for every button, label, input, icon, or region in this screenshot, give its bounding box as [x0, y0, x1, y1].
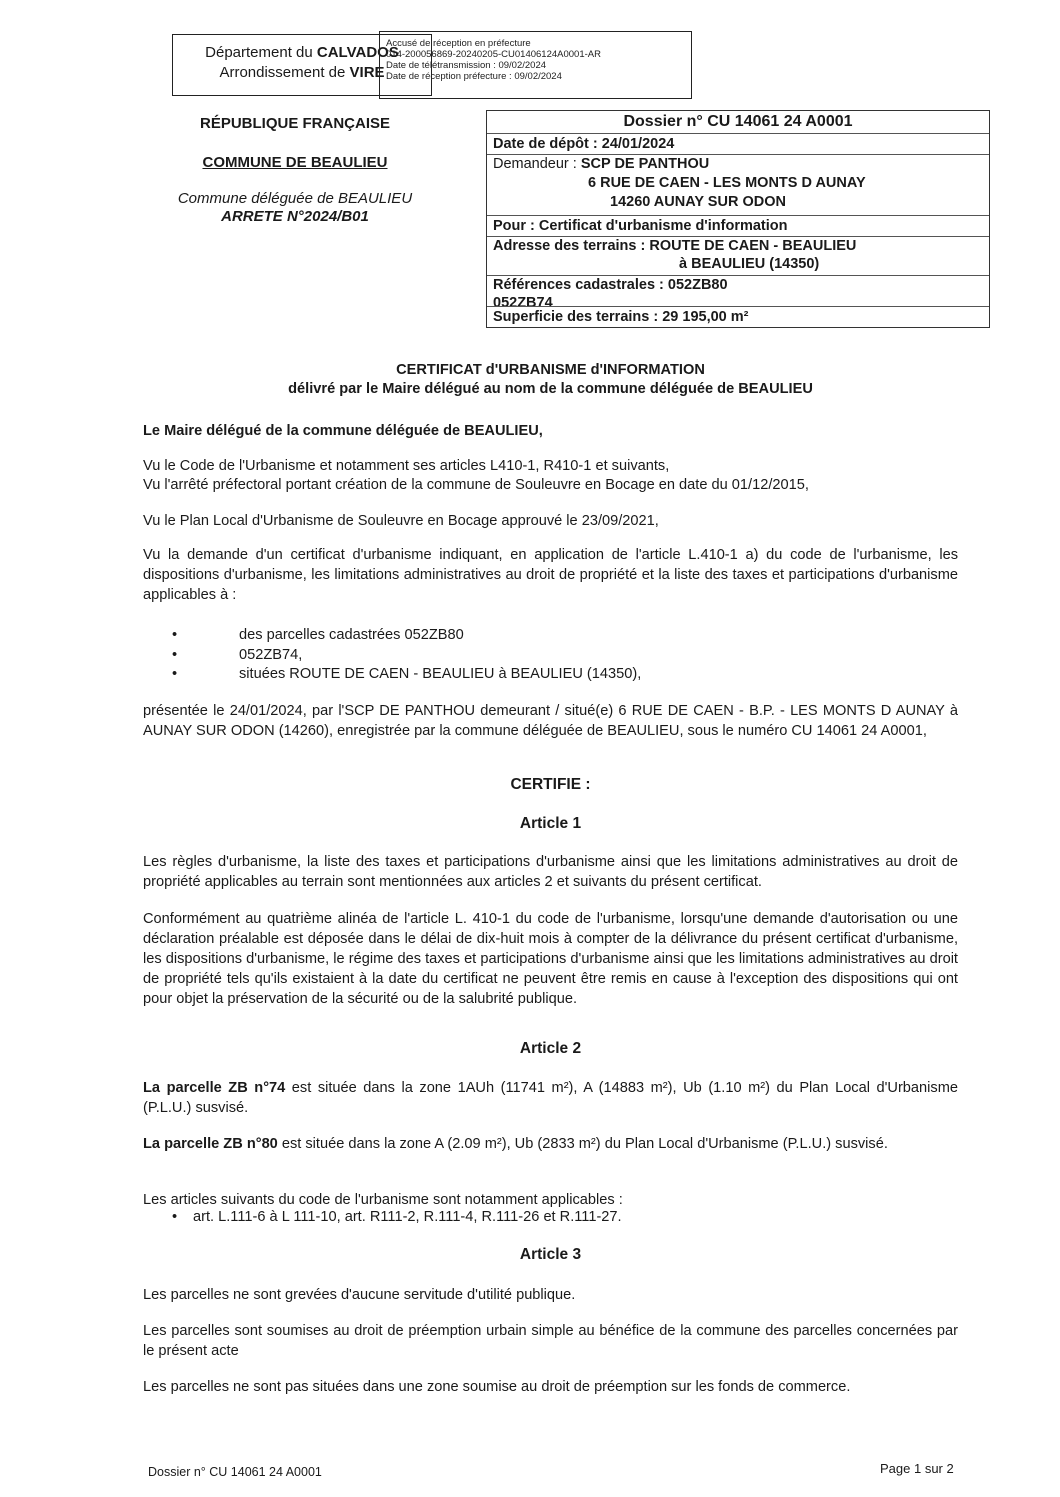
department-line: Département du CALVADOS [205, 44, 399, 61]
article-1-heading: Article 1 [519, 815, 582, 832]
article-1-paragraph-2: Conformément au quatrième alinéa de l'article L. 410-1 du code de l'urbanisme, lorsqu'une demande d'autorisation ou une déclaration préalable est déposée dans le délai de dix-huit mois à compter de la délivrance du présent certificat d'urbanisme, les dispositions d'urbanisme, le régime des taxes et participations d'urbanisme ainsi que les limitations administratives au droit de propriété tels qu'ils existaient à la date du certificat ne peuvent être remis en cause à l'exception des dispositions qui ont pour objet la préservation de la sécurité ou de la salubrité publique. [143, 911, 958, 1007]
arrondissement-line: Arrondissement de VIRE [219, 64, 385, 81]
bullet-item: des parcelles cadastrées 052ZB80 [239, 627, 464, 643]
certificate-title: CERTIFICAT d'URBANISME d'INFORMATION [396, 362, 705, 378]
dossier-box [486, 110, 990, 328]
dossier-pour: Pour : Certificat d'urbanisme d'information [487, 216, 989, 237]
vu-demande: Vu la demande d'un certificat d'urbanisme indiquant, en application de l'article L.410-1 a) du code de l'urbanisme, les dispositions d'urbanisme, les limitations administratives au droit de propriété et la liste des taxes et participations d'urbanisme applicables à : [143, 547, 958, 603]
republique-heading: RÉPUBLIQUE FRANÇAISE [199, 115, 390, 132]
certifie-heading: CERTIFIE : [510, 776, 591, 793]
prefecture-stamp [379, 31, 692, 99]
vu-plan-local: Vu le Plan Local d'Urbanisme de Souleuvre en Bocage approuvé le 23/09/2021, [143, 513, 659, 529]
article-3-paragraph-1: Les parcelles ne sont grevées d'aucune servitude d'utilité publique. [143, 1287, 576, 1303]
article-2-parcelle-74: La parcelle ZB n°74 est située dans la zone 1AUh (11741 m²), A (14883 m²), Ub (1.10 m²) du Plan Local d'Urbanisme (P.L.U.) susvisé. [143, 1080, 958, 1116]
article-1-paragraph-1: Les règles d'urbanisme, la liste des taxes et participations d'urbanisme ainsi que les limitations administratives au droit de propriété applicables au terrain sont mentionnées aux articles 2 et suivants du présent certificat. [143, 854, 958, 890]
certificate-subtitle: délivré par le Maire délégué au nom de la commune déléguée de BEAULIEU [288, 381, 813, 397]
article-2-bullet: art. L.111-6 à L 111-10, art. R111-2, R.111-4, R.111-26 et R.111-27. [193, 1209, 622, 1225]
bullet-item: 052ZB74, [239, 647, 303, 663]
vu-arrete-prefectoral: Vu l'arrêté préfectoral portant création de la commune de Souleuvre en Bocage en date du 01/12/2015, [143, 477, 809, 493]
commune-deleguee: Commune déléguée de BEAULIEU [177, 190, 413, 207]
bullet-dot: • [172, 647, 178, 663]
article-2-applicable: Les articles suivants du code de l'urbanisme sont notamment applicables : [143, 1192, 623, 1208]
stamp-line-4: Date de réception préfecture : 09/02/2024 [386, 71, 562, 82]
article-2-parcelle-80: La parcelle ZB n°80 est située dans la zone A (2.09 m²), Ub (2833 m²) du Plan Local d'Urbanisme (P.L.U.) susvisé. [143, 1136, 888, 1152]
dossier-superficie: Superficie des terrains : 29 195,00 m² [487, 306, 989, 327]
bullet-item: situées ROUTE DE CAEN - BEAULIEU à BEAULIEU (14350), [239, 666, 642, 682]
article-3-paragraph-3: Les parcelles ne sont pas situées dans une zone soumise au droit de préemption sur les fonds de commerce. [143, 1379, 851, 1395]
dossier-references: Références cadastrales : 052ZB80 052ZB74 [493, 277, 728, 311]
bullet-dot: • [172, 627, 178, 643]
article-3-heading: Article 3 [519, 1246, 582, 1263]
vu-code-urbanisme: Vu le Code de l'Urbanisme et notamment ses articles L410-1, R410-1 et suivants, [143, 458, 670, 474]
footer-page-number: Page 1 sur 2 [880, 1461, 954, 1476]
intro-maire: Le Maire délégué de la commune déléguée de BEAULIEU, [143, 423, 543, 439]
bullet-dot: • [172, 1209, 178, 1225]
dossier-demandeur: Demandeur : SCP DE PANTHOU 6 RUE DE CAEN - LES MONTS D AUNAY 14260 AUNAY SUR ODON [487, 155, 989, 216]
commune-heading: COMMUNE DE BEAULIEU [202, 154, 388, 171]
arrete-number: ARRETE N°2024/B01 [221, 208, 369, 225]
dossier-number: Dossier n° CU 14061 24 A0001 [487, 111, 989, 134]
dossier-date-depot: Date de dépôt : 24/01/2024 [487, 134, 989, 155]
stamp-line-3: Date de télétransmission : 09/02/2024 [386, 60, 547, 71]
dossier-adresse: Adresse des terrains : ROUTE DE CAEN - BEAULIEU à BEAULIEU (14350) [487, 237, 989, 276]
stamp-line-1: Accusé de réception en préfecture [386, 38, 531, 49]
article-3-paragraph-2: Les parcelles sont soumises au droit de préemption urbain simple au bénéfice de la commune des parcelles concernées par le présent acte [143, 1323, 958, 1359]
bullet-dot: • [172, 666, 178, 682]
stamp-line-2: 014-200056869-20240205-CU01406124A0001-AR [386, 49, 601, 60]
footer-dossier: Dossier n° CU 14061 24 A0001 [148, 1465, 322, 1479]
article-2-heading: Article 2 [519, 1040, 582, 1057]
presentee-paragraph: présentée le 24/01/2024, par l'SCP DE PANTHOU demeurant / situé(e) 6 RUE DE CAEN - B.P. - LES MONTS D AUNAY à AUNAY SUR ODON (14260), enregistrée par la commune déléguée de BEAULIEU, sous le numéro CU 14061 24 A0001, [143, 703, 958, 739]
